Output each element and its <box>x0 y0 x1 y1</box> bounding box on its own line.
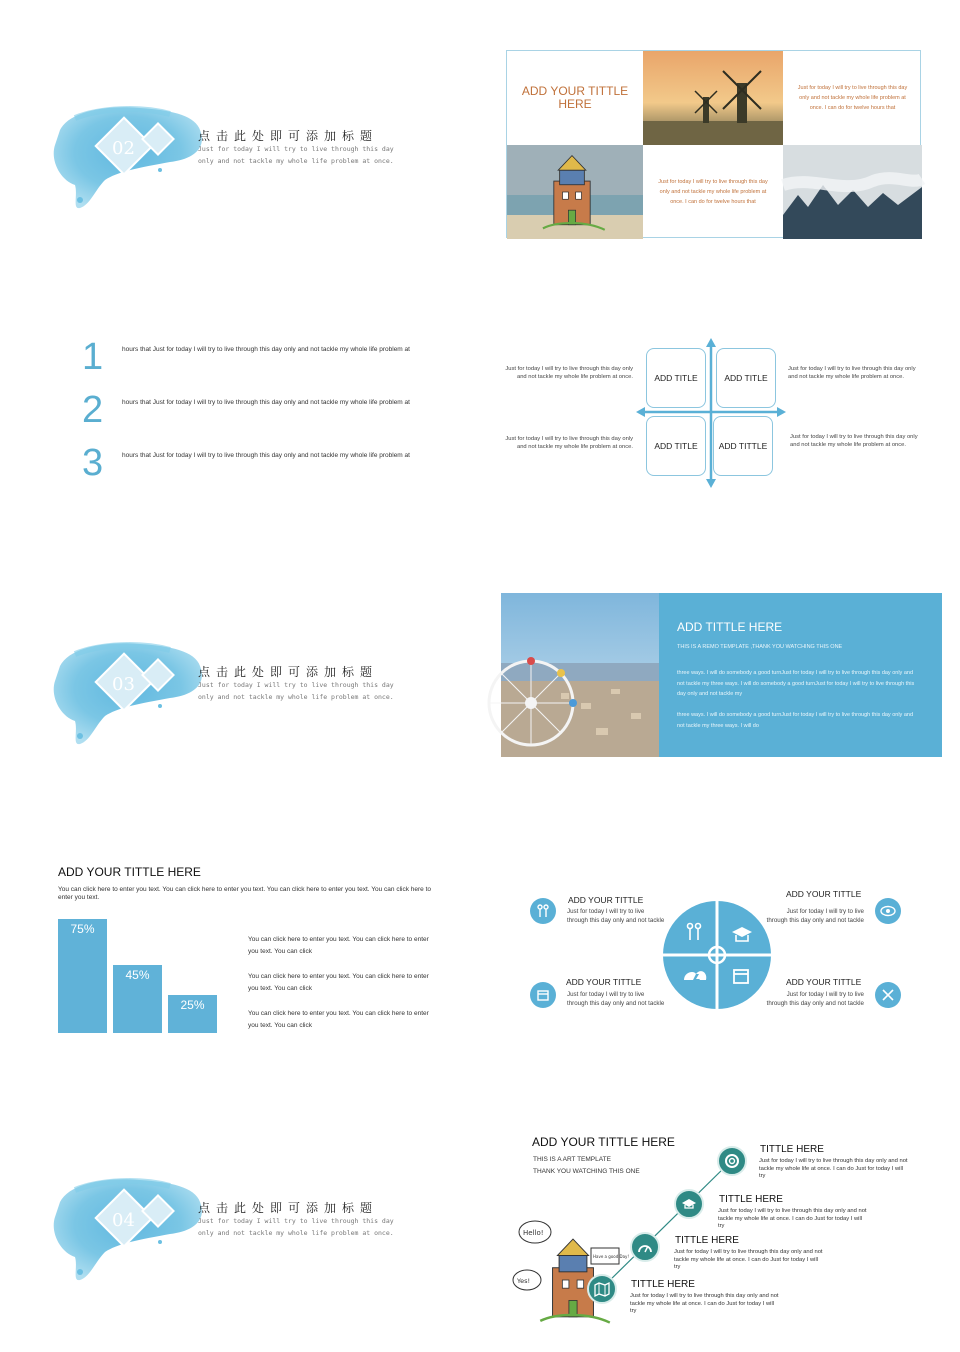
bar-2 <box>113 965 162 1033</box>
quadrant-text-bottom-right: Just for today I will try to live through this day only and not tackle my whole life problem at once. <box>790 434 918 448</box>
collage-title-cell <box>507 51 643 145</box>
doodle-yes-text: Yes! <box>517 1277 531 1285</box>
collage-text-top <box>783 51 922 145</box>
timeline-subtitle-1: THIS IS A ART TEMPLATE <box>533 1156 611 1163</box>
timeline-item-text: Just for today I will try to live through this day only and not tackle my whole life at once. I can do Just for today I will try <box>630 1293 779 1314</box>
timeline-item-title: TITTLE HERE <box>760 1144 824 1155</box>
section-number: 04 <box>112 1210 135 1231</box>
bar-slide-intro: You can click here to enter you text. You can click here to enter you text. You can click here to enter you text. You can click here to enter you text. <box>58 886 432 901</box>
feature-title: ADD TITTLE HERE <box>677 620 783 634</box>
timeline-subtitle-2: THANK YOU WATCHING THIS ONE <box>533 1168 640 1175</box>
numbered-item <box>82 389 412 435</box>
bar-slide-title: ADD YOUR TITTLE HERE <box>58 865 201 879</box>
feature-subtitle: THIS IS A REMO TEMPLATE ,THANK YOU WATCHING THIS ONE <box>677 644 843 650</box>
eye-icon <box>875 898 901 924</box>
section-subtitle: Just for today I will try to live through this day only and not tackle my whole life problem at once. <box>198 145 394 165</box>
circle-item-text: Just for today I will try to live through this day only and not tackle <box>766 908 864 924</box>
quadrant-box-bottom-right: ADD TITTLE <box>713 416 773 476</box>
section-subtitle: Just for today I will try to live through this day only and not tackle my whole life problem at once. <box>198 681 394 701</box>
section-number: 03 <box>112 674 135 695</box>
circle-item-text: Just for today I will try to live through this day only and not tackle <box>766 991 864 1007</box>
quadrant-box-top-right: ADD TITLE <box>716 348 776 408</box>
quadrant-text-top-right: Just for today I will try to live through this day only and not tackle my whole life problem at once. <box>788 366 916 380</box>
calendar-icon <box>530 982 556 1008</box>
numbered-item <box>82 336 412 382</box>
timeline-item-text: Just for today I will try to live through this day only and not tackle my whole life at once. I can do Just for today I will try <box>759 1158 908 1179</box>
timeline-item-title: TITTLE HERE <box>719 1194 783 1205</box>
circle-item-title: ADD YOUR TITTLE <box>566 977 642 987</box>
doodle-hello-text: Hello! <box>523 1229 544 1237</box>
feature-paragraph-2: three ways. I will do somebody a good turnJust for today I will try to live through this day only and not tackle my three ways. I will do <box>677 712 914 729</box>
timeline-title: ADD YOUR TITTLE HERE <box>532 1135 675 1149</box>
bar-value-label: 25% <box>180 998 205 1012</box>
quadrant-box-bottom-left: ADD TITLE <box>646 416 706 476</box>
quadrant-text-bottom-left: Just for today I will try to live through this day only and not tackle my whole life problem at once. <box>505 436 633 450</box>
photo-collage <box>506 50 921 238</box>
section-title: 点击此处即可添加标题 <box>198 129 379 143</box>
collage-text-mid-paragraph: Just for today I will try to live through this day only and not tackle my whole life problem at once. I can do for twelve hours that <box>658 179 768 205</box>
tools-icon <box>875 982 901 1008</box>
section-title: 点击此处即可添加标题 <box>198 665 379 679</box>
quadrant-text-top-left: Just for today I will try to live through this day only and not tackle my whole life problem at once. <box>505 366 633 380</box>
bar-3 <box>168 995 217 1033</box>
item-text: hours that Just for today I will try to live through this day only and not tackle my whole life problem at <box>122 452 410 459</box>
section-number: 02 <box>112 138 135 159</box>
bar-description: You can click here to enter you text. You can click here to enter you text. You can click <box>248 936 429 955</box>
bar-value-label: 75% <box>70 922 95 936</box>
timeline-item-title: TITTLE HERE <box>631 1279 695 1290</box>
circle-item-text: Just for today I will try to live through this day only and not tackle <box>567 908 665 924</box>
gauge-icon <box>630 1232 660 1262</box>
windmill-photo <box>643 51 783 145</box>
feature-paragraph-1: three ways. I will do somebody a good turnJust for today I will try to live through this day only and not tackle my three ways. I will do somebody a good turnJust for today I will try to live through this day only and not tackle my <box>677 670 915 697</box>
timeline-item-text: Just for today I will try to live through this day only and not tackle my whole life at once. I can do Just for today I will try <box>674 1249 823 1270</box>
circle-item-title: ADD YOUR TITTLE <box>568 895 644 905</box>
bar-description: You can click here to enter you text. You can click here to enter you text. You can click <box>248 973 429 992</box>
diamond-badge <box>92 1190 182 1255</box>
circle-item-title: ADD YOUR TITTLE <box>786 889 862 899</box>
timeline-item-text: Just for today I will try to live through this day only and not tackle my whole life at once. I can do Just for today I will try <box>718 1208 867 1229</box>
circle-item-title: ADD YOUR TITTLE <box>786 977 862 987</box>
misty-forest-photo <box>783 145 922 239</box>
bar-description: You can click here to enter you text. You can click here to enter you text. You can click <box>248 1010 429 1029</box>
section-subtitle: Just for today I will try to live through this day only and not tackle my whole life problem at once. <box>198 1217 394 1237</box>
circle-item-text: Just for today I will try to live through this day only and not tackle <box>567 991 665 1007</box>
diamond-badge <box>92 654 182 719</box>
item-number: 2 <box>82 389 104 431</box>
item-text: hours that Just for today I will try to live through this day only and not tackle my whole life problem at <box>122 399 410 406</box>
bar-1 <box>58 919 107 1033</box>
bar-value-label: 45% <box>125 967 150 982</box>
beach-doodle-photo <box>507 145 643 239</box>
numbered-item <box>82 442 412 488</box>
item-number: 1 <box>82 336 104 378</box>
collage-title: ADD YOUR TITTLE HERE <box>521 84 629 111</box>
collage-text-mid <box>643 145 783 239</box>
quadrant-box-top-left: ADD TITLE <box>646 348 706 408</box>
feature-panel <box>659 593 942 757</box>
quarter-circle-diagram <box>662 900 772 1010</box>
item-number: 3 <box>82 442 104 484</box>
ferris-wheel-photo <box>501 593 659 757</box>
map-icon <box>587 1274 617 1304</box>
graduation-cap-icon <box>674 1189 704 1219</box>
collage-text-top-paragraph: Just for today I will try to live through this day only and not tackle my whole life problem at once. I can do for twelve hours that <box>797 85 908 111</box>
timeline-item-title: TITTLE HERE <box>675 1235 739 1246</box>
lifebuoy-icon <box>717 1146 747 1176</box>
doodle-have-text: Have a good Day! <box>593 1254 630 1259</box>
section-title: 点击此处即可添加标题 <box>198 1201 379 1215</box>
diamond-badge <box>92 118 182 183</box>
wrench-icon <box>530 898 556 924</box>
item-text: hours that Just for today I will try to live through this day only and not tackle my whole life problem at <box>122 346 410 353</box>
